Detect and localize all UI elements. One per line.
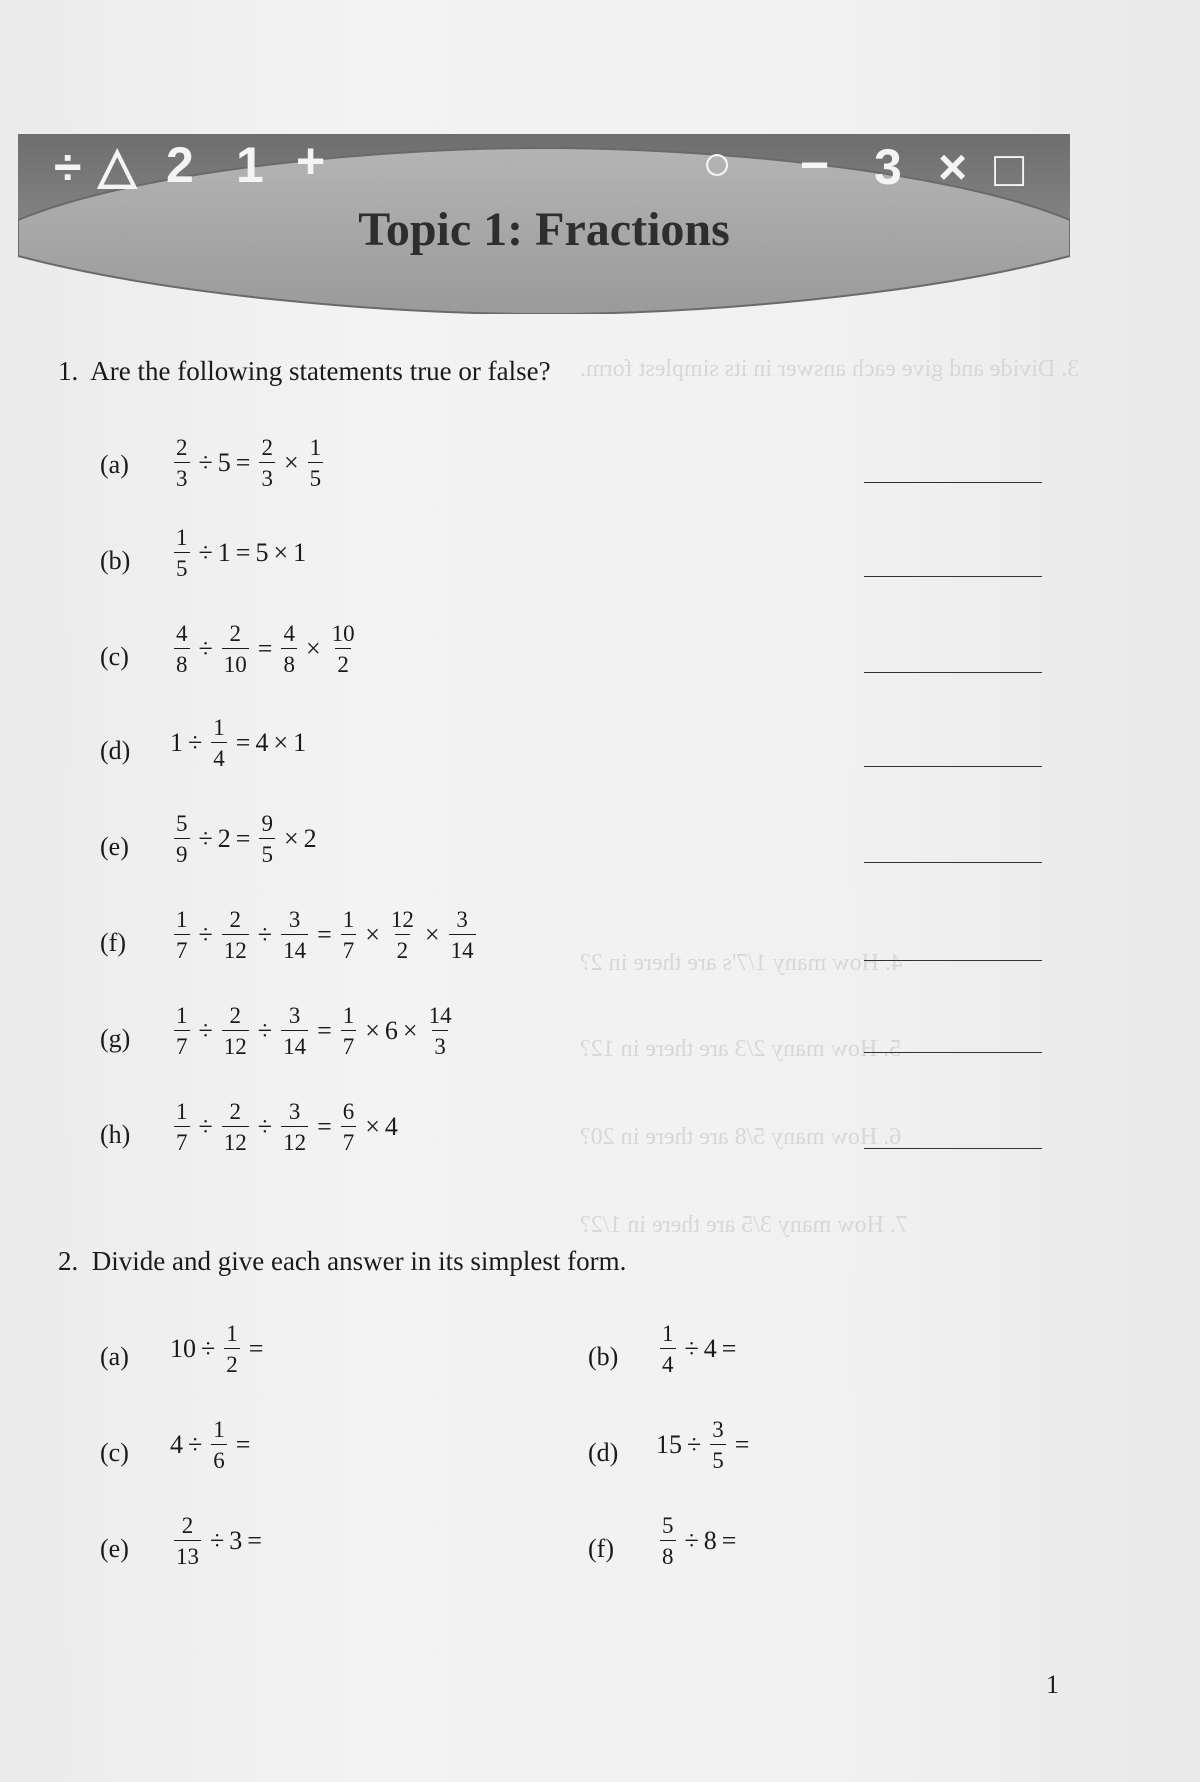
fraction: $\frac{2}{12}$ <box>223 1003 247 1059</box>
fraction: $\frac{2}{13}$ <box>176 1513 199 1569</box>
fraction: $\frac{12}{2}$ <box>390 907 414 963</box>
fraction: $\frac{1}{4}$ <box>213 715 225 771</box>
math-expression: $\frac{2}{3}$ ÷ 5 = $\frac{2}{3}$ × $\frac{1}{5}$ <box>176 435 322 491</box>
item-label: (a) <box>100 1342 129 1371</box>
item-label: (h) <box>100 1120 131 1149</box>
answer-line[interactable] <box>864 482 1042 483</box>
square-icon: □ <box>994 141 1025 197</box>
answer-line[interactable] <box>864 862 1042 863</box>
item-label: (e) <box>100 1534 129 1563</box>
item-label: (d) <box>588 1438 619 1467</box>
question-number: 1. <box>58 356 79 386</box>
question-2-heading <box>58 1246 626 1277</box>
item-label: (c) <box>100 642 129 671</box>
fraction: $\frac{1}{7}$ <box>342 907 355 963</box>
bleed-through-text: 5. How many 2/3 are there in 12? <box>580 1036 902 1062</box>
digit-two-decoration: 2 <box>166 137 194 193</box>
math-expression: 10 ÷ $\frac{1}{2}$ = <box>170 1321 264 1377</box>
question-1-heading <box>58 356 551 387</box>
math-expression: 4 ÷ $\frac{1}{6}$ = <box>170 1417 251 1473</box>
answer-line[interactable] <box>864 960 1042 961</box>
item-label: (a) <box>100 450 129 479</box>
bleed-through-text: 4. How many 1/7's are there in 2? <box>580 950 903 976</box>
answer-line[interactable] <box>864 1148 1042 1149</box>
math-expression: $\frac{5}{8}$ ÷ 8 = <box>662 1513 737 1569</box>
item-label: (e) <box>100 832 129 861</box>
answer-line[interactable] <box>864 576 1042 577</box>
fraction: $\frac{3}{14}$ <box>283 907 307 963</box>
triangle-icon: △ <box>98 137 137 193</box>
bleed-through-text: 3. Divide and give each answer in its simplest form. <box>580 356 1080 382</box>
question-prompt: Divide and give each answer in its simplest form. <box>91 1246 627 1276</box>
fraction: $\frac{1}{7}$ <box>342 1003 355 1059</box>
fraction: $\frac{1}{2}$ <box>226 1321 238 1377</box>
item-label: (b) <box>100 546 131 575</box>
fraction: $\frac{2}{10}$ <box>223 621 247 677</box>
fraction: $\frac{1}{5}$ <box>176 525 188 581</box>
circle-icon: ○ <box>702 135 733 191</box>
fraction: $\frac{2}{12}$ <box>223 907 247 963</box>
bleed-through-text: 6. How many 5/8 are there in 20? <box>580 1124 902 1150</box>
math-expression: $\frac{1}{7}$ ÷ $\frac{2}{12}$ ÷ $\frac{3}{14}$ = $\frac{1}{7}$ × 6 × $\frac{14}{3}$ <box>176 1003 452 1059</box>
topic-banner <box>18 134 1070 314</box>
times-symbol-icon: × <box>938 139 968 195</box>
math-expression: $\frac{5}{9}$ ÷ 2 = $\frac{9}{5}$ × 2 <box>176 811 317 867</box>
fraction: $\frac{10}{2}$ <box>331 621 355 677</box>
fraction: $\frac{1}{5}$ <box>309 435 322 491</box>
fraction: $\frac{3}{14}$ <box>450 907 474 963</box>
item-label: (g) <box>100 1024 131 1053</box>
fraction: $\frac{5}{9}$ <box>176 811 188 867</box>
fraction: $\frac{4}{8}$ <box>176 621 188 677</box>
item-label: (b) <box>588 1342 619 1371</box>
math-expression: 15 ÷ $\frac{3}{5}$ = <box>656 1417 750 1473</box>
item-label: (f) <box>588 1534 614 1563</box>
fraction: $\frac{9}{5}$ <box>261 811 273 867</box>
fraction: $\frac{5}{8}$ <box>662 1513 674 1569</box>
answer-line[interactable] <box>864 1052 1042 1053</box>
digit-one-decoration: 1 <box>236 137 264 193</box>
math-expression: $\frac{4}{8}$ ÷ $\frac{2}{10}$ = $\frac{4}{8}$ × $\frac{10}{2}$ <box>176 621 355 677</box>
fraction: $\frac{6}{7}$ <box>342 1099 355 1155</box>
item-label: (c) <box>100 1438 129 1467</box>
fraction: $\frac{14}{3}$ <box>428 1003 452 1059</box>
math-expression: $\frac{1}{7}$ ÷ $\frac{2}{12}$ ÷ $\frac{3}{12}$ = $\frac{6}{7}$ × 4 <box>176 1099 398 1155</box>
minus-symbol-icon: − <box>800 137 830 193</box>
fraction: $\frac{3}{5}$ <box>712 1417 724 1473</box>
fraction: $\frac{3}{14}$ <box>283 1003 307 1059</box>
math-expression: 1 ÷ $\frac{1}{4}$ = 4 × 1 <box>170 715 307 771</box>
answer-line[interactable] <box>864 672 1042 673</box>
answer-line[interactable] <box>864 766 1042 767</box>
fraction: $\frac{2}{12}$ <box>223 1099 247 1155</box>
fraction: $\frac{1}{4}$ <box>662 1321 674 1377</box>
fraction: $\frac{1}{7}$ <box>176 907 188 963</box>
item-label: (f) <box>100 928 126 957</box>
fraction: $\frac{3}{12}$ <box>283 1099 307 1155</box>
bleed-through-text: 7. How many 3/5 are there in 1/2? <box>580 1212 908 1238</box>
math-expression: $\frac{1}{7}$ ÷ $\frac{2}{12}$ ÷ $\frac{3}{14}$ = $\frac{1}{7}$ × $\frac{12}{2}$ × $\frac{3}{14}$ <box>176 907 474 963</box>
math-expression: $\frac{1}{5}$ ÷ 1 = 5 × 1 <box>176 525 307 581</box>
question-prompt: Are the following statements true or false? <box>90 356 551 386</box>
digit-three-decoration: 3 <box>874 139 902 195</box>
math-expression: $\frac{1}{4}$ ÷ 4 = <box>662 1321 737 1377</box>
page-number: 1 <box>1046 1670 1059 1699</box>
item-label: (d) <box>100 736 131 765</box>
fraction: $\frac{1}{7}$ <box>176 1003 188 1059</box>
fraction: $\frac{4}{8}$ <box>283 621 295 677</box>
page-title: Topic 1: Fractions <box>358 203 730 256</box>
divide-symbol-icon: ÷ <box>54 139 82 195</box>
fraction: $\frac{2}{3}$ <box>261 435 273 491</box>
question-number: 2. <box>58 1246 79 1276</box>
fraction: $\frac{1}{6}$ <box>213 1417 225 1473</box>
fraction: $\frac{2}{3}$ <box>176 435 188 491</box>
math-expression: $\frac{2}{13}$ ÷ 3 = <box>176 1513 262 1569</box>
fraction: $\frac{1}{7}$ <box>176 1099 188 1155</box>
plus-symbol-icon: + <box>296 133 326 189</box>
